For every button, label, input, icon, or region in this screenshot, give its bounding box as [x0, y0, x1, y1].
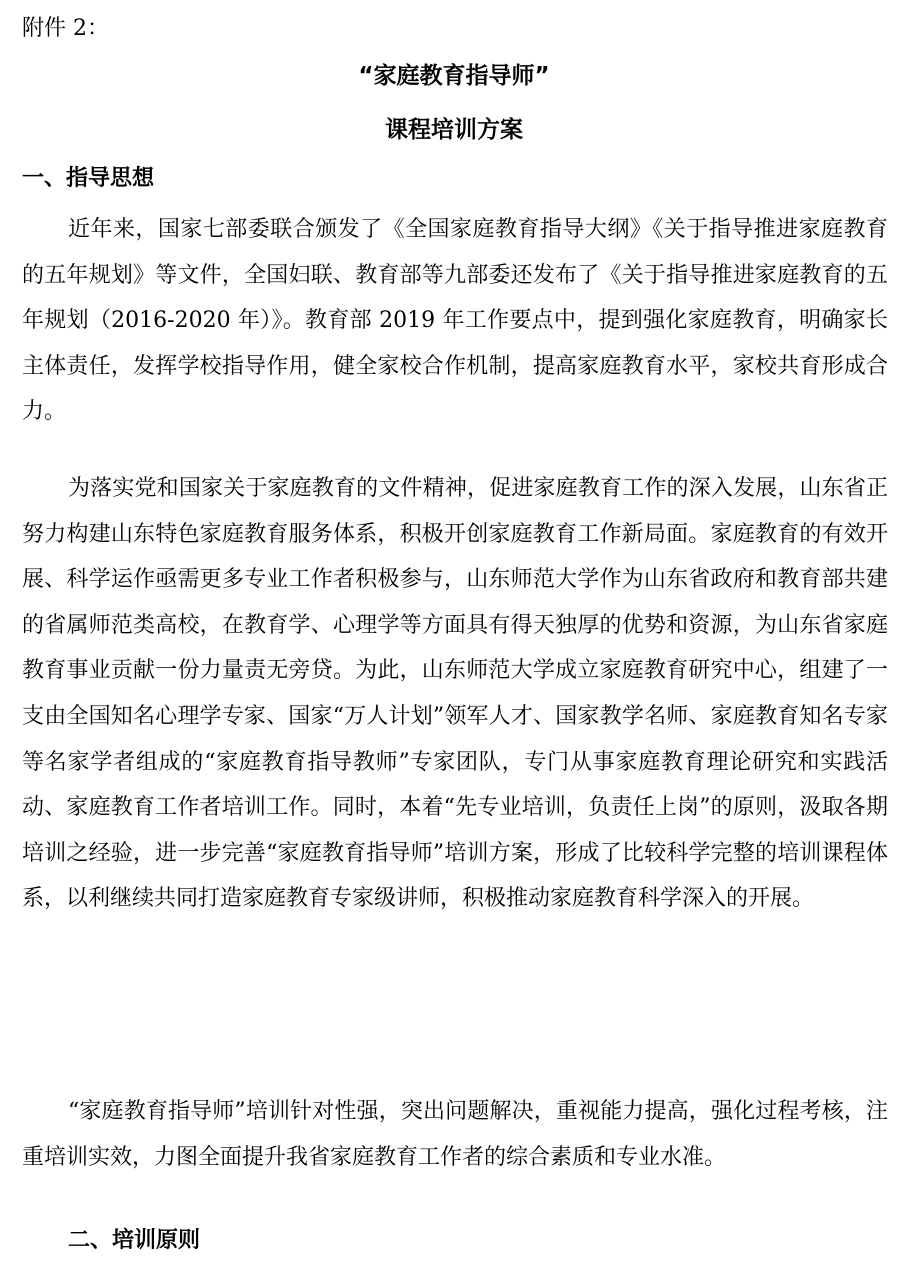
attachment-label: 附件 2： [22, 16, 109, 41]
document-title-line-1: “家庭教育指导师” [358, 63, 550, 89]
body-paragraph-2: 为落实党和国家关于家庭教育的文件精神，促进家庭教育工作的深入发展，山东省正努力构建山东特色家庭教育服务体系，积极开创家庭教育工作新局面。家庭教育的有效开展、科学运作亟需更多专业工作者积极参与，山东师范大学作为山东省政府和教育部共建的省属师范类高校，在教育学、心理学等方面具有得天独厚的优势和资源，为山东省家庭教育事业贡献一份力量责无旁贷。为此，山东师范大学成立家庭教育研究中心，组建了一支由全国知名心理学专家、国家“万人计划”领军人才、国家教学名师、家庭教育知名专家等名家学者组成的“家庭教育指导教师”专家团队，专门从事家庭教育理论研究和实践活动、家庭教育工作者培训工作。同时，本着“先专业培训，负责任上岗”的原则，汲取各期培训之经验，进一步完善“家庭教育指导师”培训方案，形成了比较科学完整的培训课程体系，以利继续共同打造家庭教育专家级讲师，积极推动家庭教育科学深入的开展。 [22, 476, 888, 912]
section-heading-guiding-thought: 一、指导思想 [22, 166, 155, 191]
body-paragraph-3: “家庭教育指导师”培训针对性强，突出问题解决，重视能力提高，强化过程考核，注重培训实效，力图全面提升我省家庭教育工作者的综合素质和专业水准。 [22, 1099, 888, 1170]
body-paragraph-1: 近年来，国家七部委联合颁发了《全国家庭教育指导大纲》《关于指导推进家庭教育的五年规划》等文件，全国妇联、教育部等九部委还发布了《关于指导推进家庭教育的五年规划（2016-2020 年）》。教育部 2019 年工作要点中，提到强化家庭教育，明确家长主体责任，发挥学校指导作用，健全家校合作机制，提高家庭教育水平，家校共育形成合力。 [22, 217, 888, 425]
document-title-line-2: 课程培训方案 [385, 117, 523, 143]
section-heading-training-principles: 二、培训原则 [68, 1228, 201, 1253]
